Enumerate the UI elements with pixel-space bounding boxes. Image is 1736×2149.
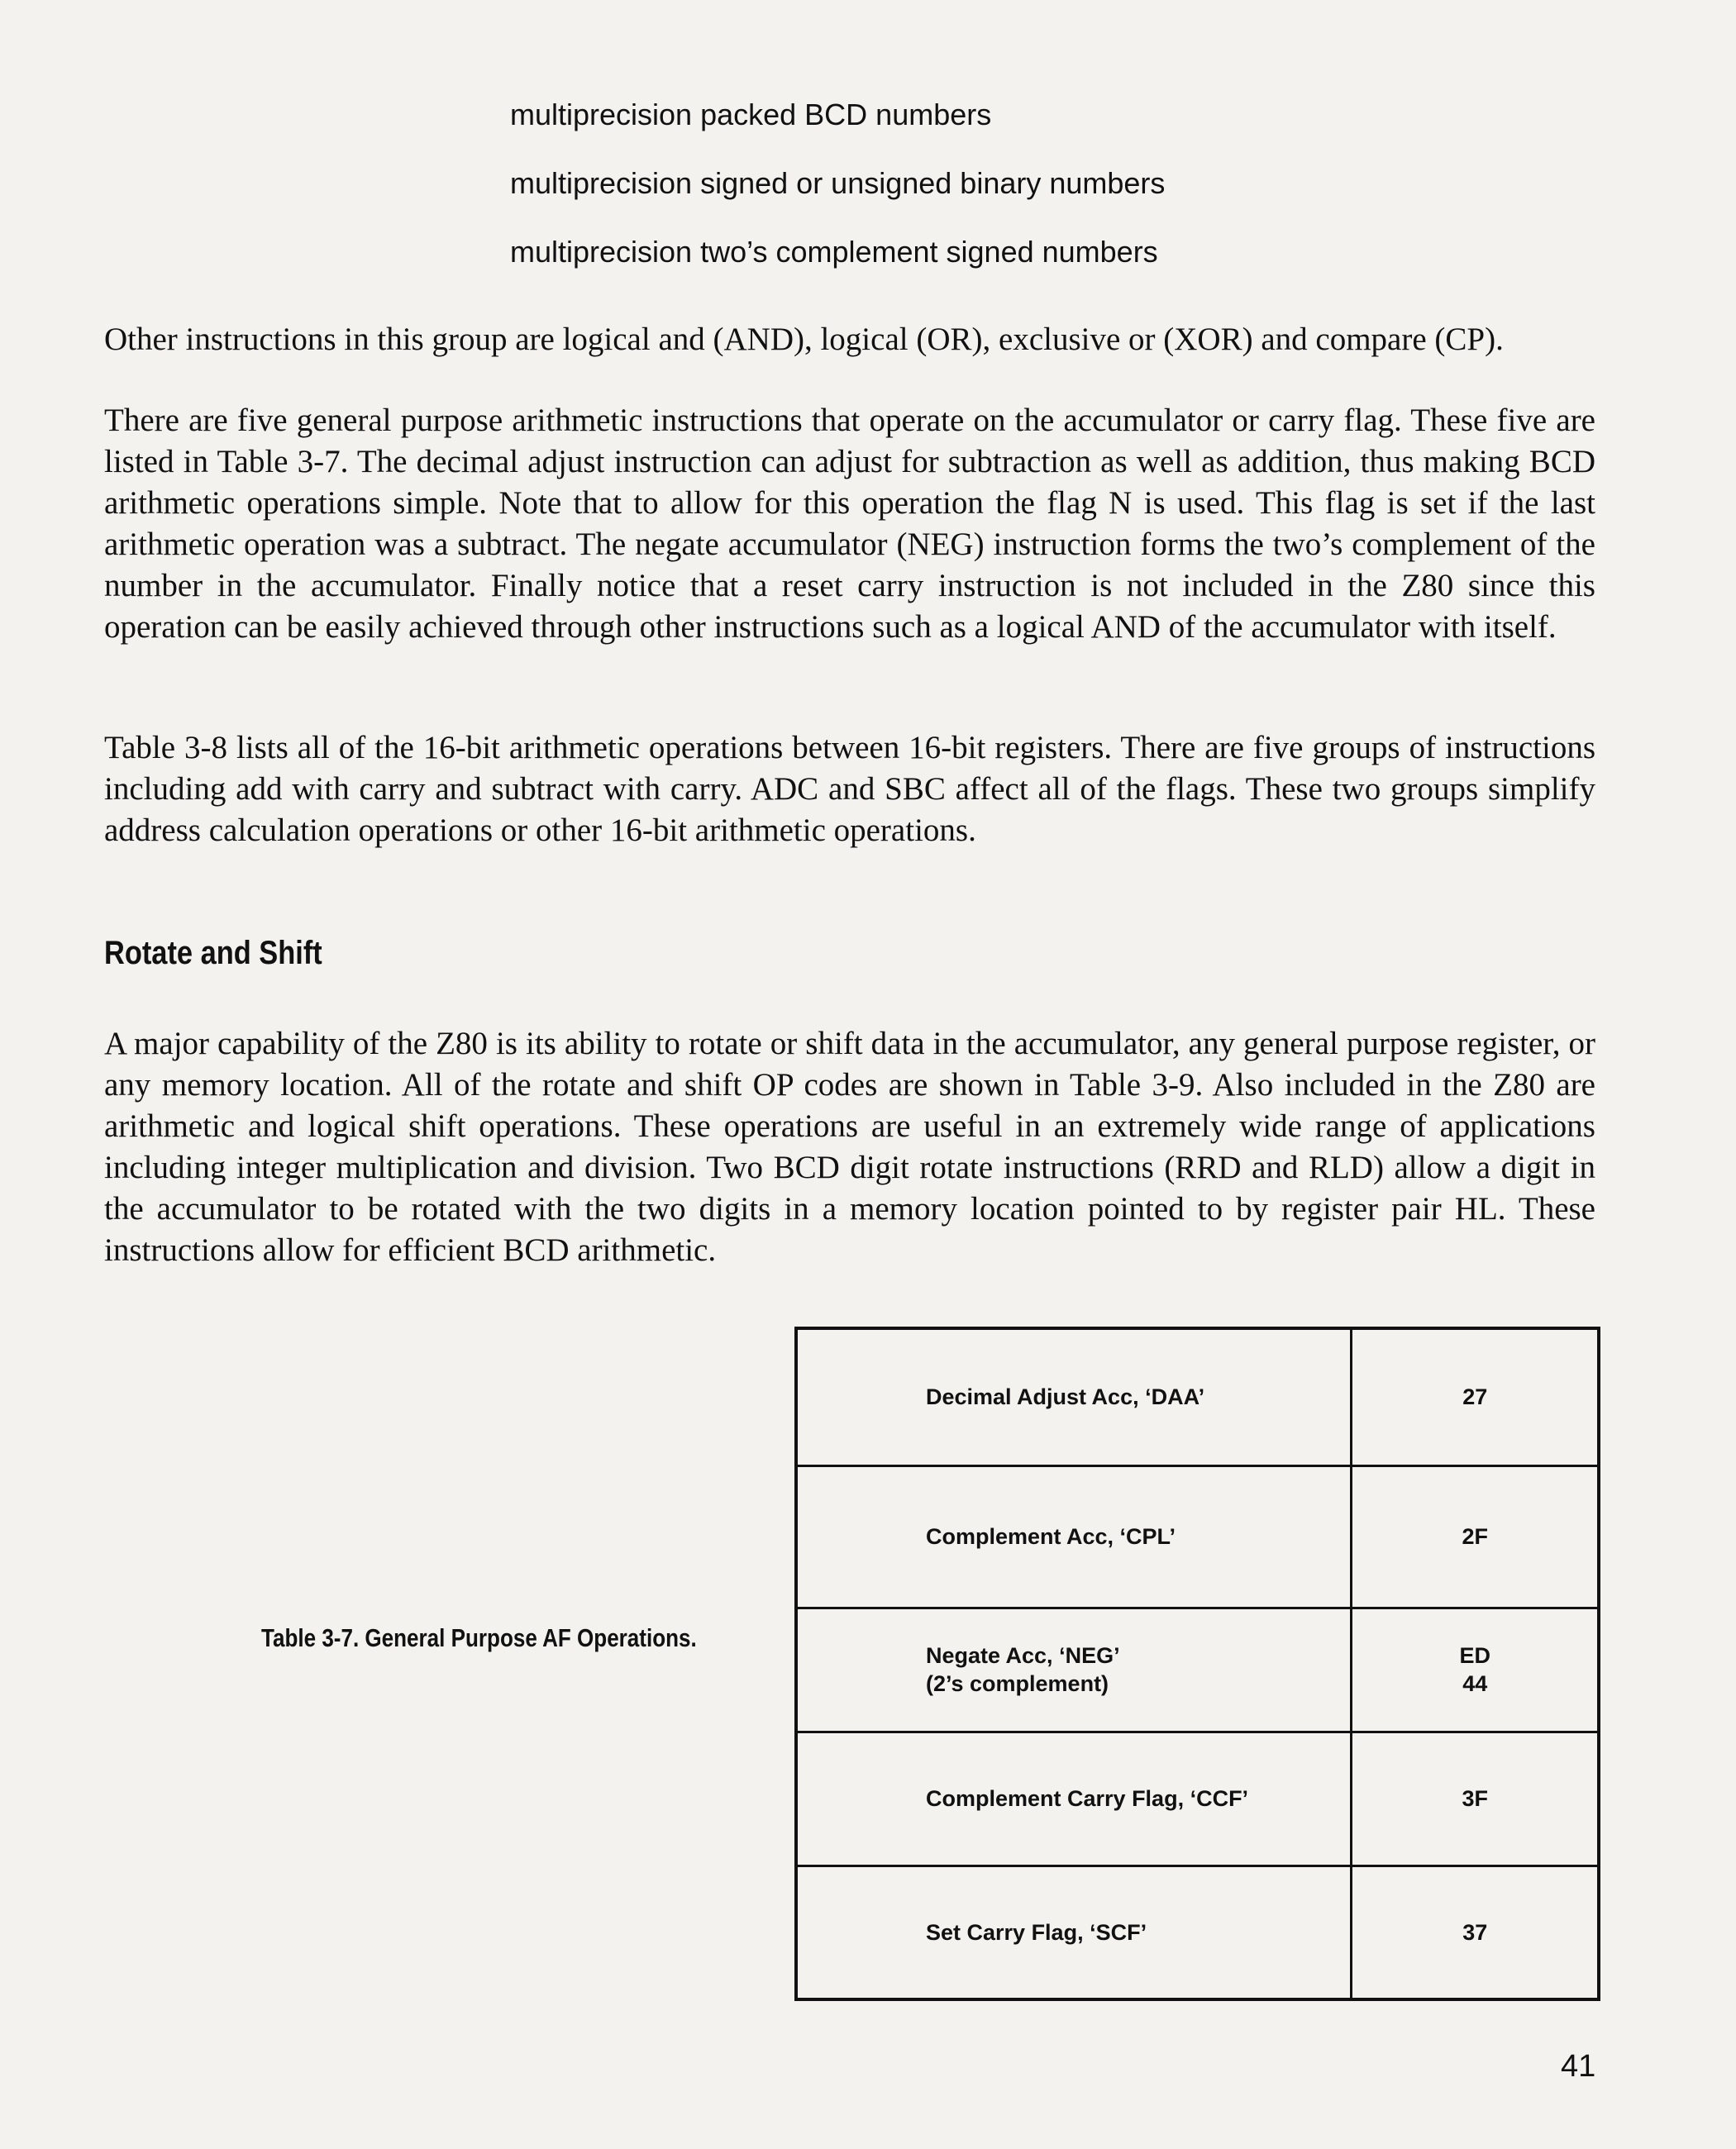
operation-cell: Decimal Adjust Acc, ‘DAA’ bbox=[796, 1328, 1352, 1465]
opcode-cell: 37 bbox=[1352, 1865, 1599, 1999]
paragraph-16bit-arithmetic: Table 3-8 lists all of the 16-bit arithmetic operations between 16-bit registers. There are five groups of instructions including add with carry and subtract with carry. ADC and SBC affect all of the flags. These two groups simplify address calculation operations or other 16-bit arithmetic operations. bbox=[104, 730, 1595, 848]
paragraph-general-arithmetic: There are five general purpose arithmetic instructions that operate on the accumulator or carry flag. These five are listed in Table 3-7. The decimal adjust instruction can adjust for subtraction as well as addition, thus making BCD arithmetic operations simple. Note that to allow for this operation the flag N is used. This flag is set if the last arithmetic operation was a subtract. The negate accumulator (NEG) instruction forms the two’s complement of the number in the accumulator. Finally notice that a reset carry instruction is not included in the Z80 since this operation can be easily achieved through other instructions such as a logical AND of the accumulator with itself. bbox=[104, 403, 1595, 645]
table-caption: Table 3-7. General Purpose AF Operations. bbox=[261, 1623, 697, 1652]
opcode-cell: 2F bbox=[1352, 1465, 1599, 1608]
list-item-packed-bcd: multiprecision packed BCD numbers bbox=[510, 98, 992, 131]
operation-cell: Complement Acc, ‘CPL’ bbox=[796, 1465, 1352, 1608]
page-number: 41 bbox=[1561, 2049, 1596, 2084]
section-heading: Rotate and Shift bbox=[104, 935, 322, 971]
opcode-cell: ED 44 bbox=[1352, 1608, 1599, 1732]
list-item-twos-complement: multiprecision two’s complement signed numbers bbox=[510, 235, 1158, 269]
table-row bbox=[796, 1465, 1599, 1608]
operation-cell: Complement Carry Flag, ‘CCF’ bbox=[796, 1732, 1352, 1865]
operation-cell: Negate Acc, ‘NEG’ (2’s complement) bbox=[796, 1608, 1352, 1732]
list-item-binary: multiprecision signed or unsigned binary numbers bbox=[510, 166, 1166, 200]
table-row bbox=[796, 1328, 1599, 1465]
table-row bbox=[796, 1732, 1599, 1865]
paragraph-rotate-shift: A major capability of the Z80 is its ability to rotate or shift data in the accumulator, any general purpose register, or any memory location. All of the rotate and shift OP codes are shown in Table 3-9. Also included in the Z80 are arithmetic and logical shift operations. These operations are useful in an extremely wide range of applications including integer multiplication and division. Two BCD digit rotate instructions (RRD and RLD) allow a digit in the accumulator to be rotated with the two digits in a memory location pointed to by register pair HL. These instructions allow for efficient BCD arithmetic. bbox=[104, 1026, 1595, 1268]
table-row bbox=[796, 1608, 1599, 1732]
operation-cell: Set Carry Flag, ‘SCF’ bbox=[796, 1865, 1352, 1999]
paragraph-logical-instructions: Other instructions in this group are logical and (AND), logical (OR), exclusive or (XOR) and compare (CP). bbox=[104, 322, 1504, 357]
table-row bbox=[796, 1865, 1599, 1999]
af-operations-table bbox=[794, 1327, 1600, 2001]
opcode-cell: 27 bbox=[1352, 1328, 1599, 1465]
opcode-cell: 3F bbox=[1352, 1732, 1599, 1865]
